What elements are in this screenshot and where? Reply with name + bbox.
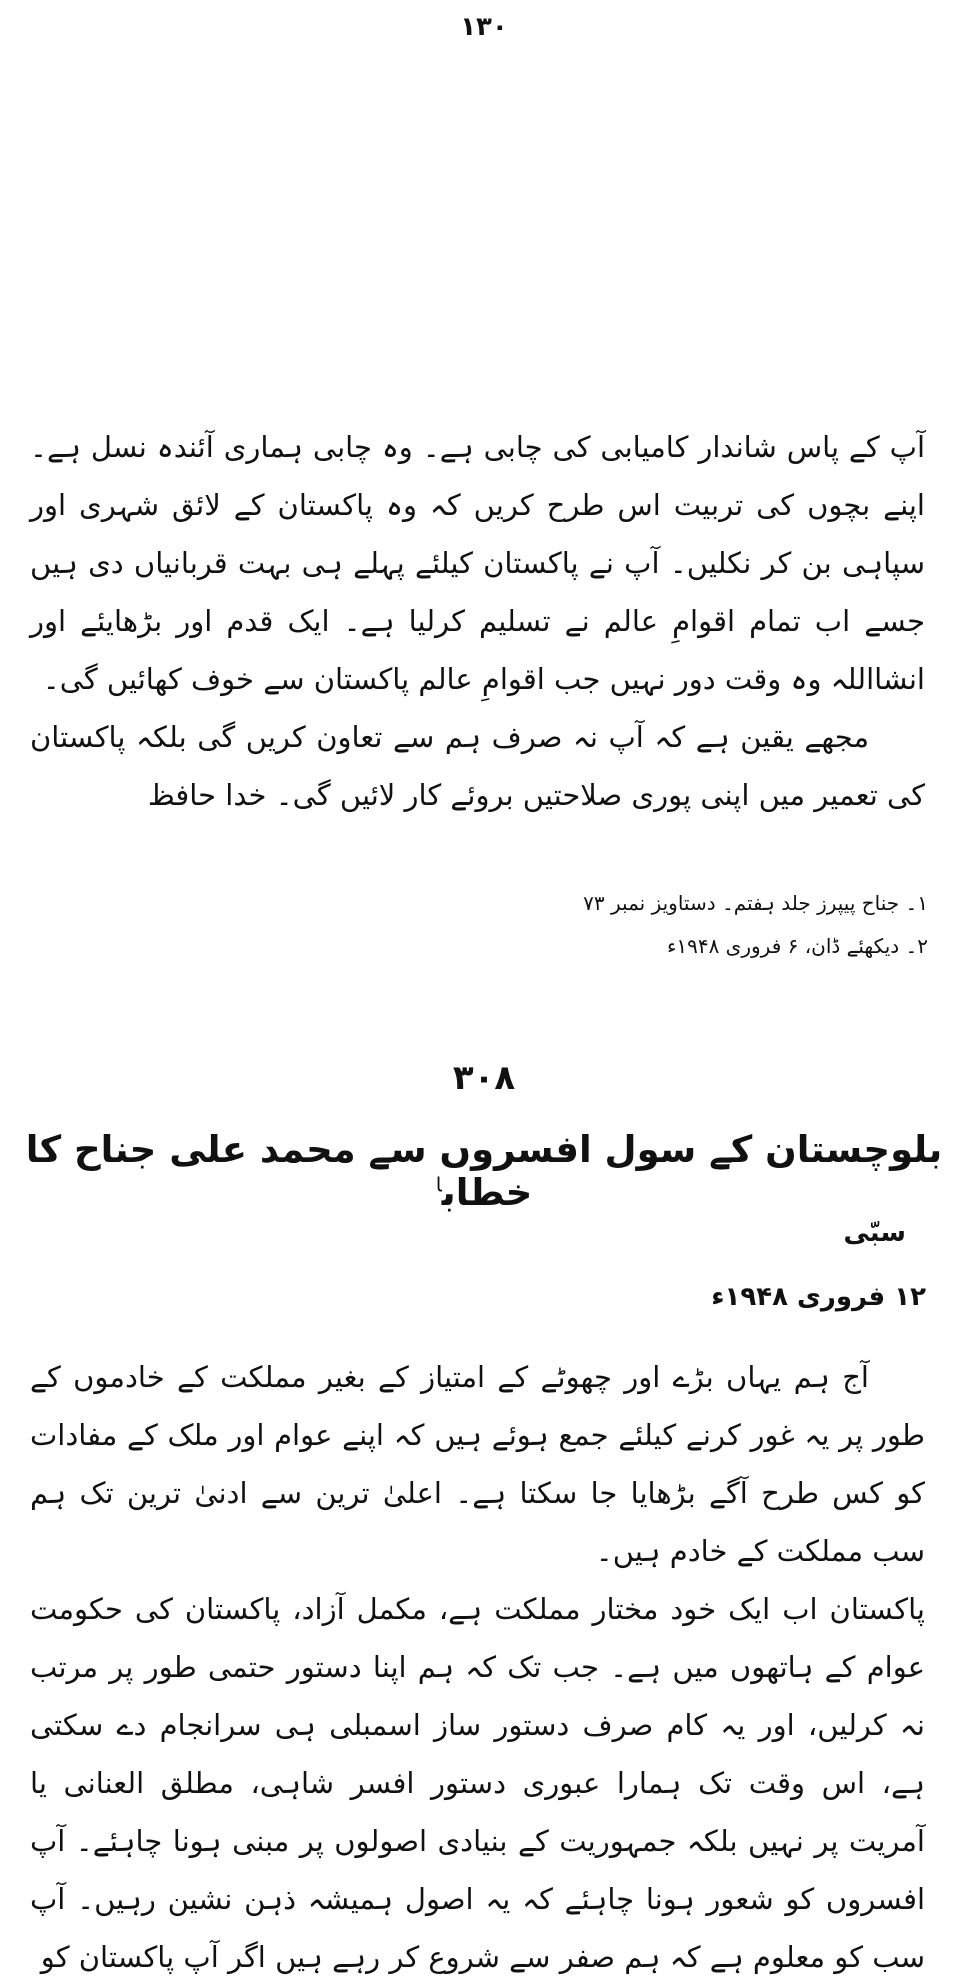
footnote: ۲۔ دیکھئے ڈان، ۶ فروری ۱۹۴۸ء bbox=[666, 934, 928, 958]
section-number: ۳۰۸ bbox=[452, 1058, 516, 1098]
paragraph: آج ہم یہاں بڑے اور چھوٹے کے امتیاز کے بغیر مملکت کے خادموں کے طور پر یہ غور کرنے کیلئے جمع ہوئے ہیں کہ اپنے عوام اور ملک کے مفادات کو کس طرح آگے بڑھایا جا سکتا ہے۔ اعلیٰ ترین سے ادنیٰ ترین تک ہم سب مملکت کے خادم ہیں۔ bbox=[30, 1360, 925, 1568]
page-number: ۱۳۰ bbox=[460, 12, 508, 42]
footnotes bbox=[48, 882, 928, 968]
paragraph: مجھے یقین ہے کہ آپ نہ صرف ہم سے تعاون کریں گی بلکہ پاکستان کی تعمیر میں اپنی پوری صلاحتیں بروئے کار لائیں گی۔ خدا حافظ bbox=[30, 720, 925, 812]
section-title bbox=[0, 1128, 968, 1214]
location-byline: سبّی bbox=[843, 1218, 906, 1248]
footnote-marker: ا bbox=[435, 1172, 442, 1197]
section-title-text: بلوچستان کے سول افسروں سے محمد علی جناح کا خطاب bbox=[25, 1128, 943, 1214]
speech-body bbox=[30, 1348, 925, 1986]
speech-date: ۱۲ فروری ۱۹۴۸ء bbox=[711, 1282, 926, 1312]
paragraph: پاکستان اب ایک خود مختار مملکت ہے، مکمل آزاد، پاکستان کی حکومت عوام کے ہاتھوں میں ہے۔ جب تک کہ ہم اپنا دستور حتمی طور پر مرتب نہ کرلیں، اور یہ کام صرف دستور ساز اسمبلی ہی سرانجام دے سکتی ہے، اس وقت تک ہمارا عبوری دستور افسر شاہی، مطلق العنانی یا آمریت پر نہیں بلکہ جمہوریت کے بنیادی اصولوں پر مبنی ہونا چاہئے۔ آپ افسروں کو شعور ہونا چاہئے کہ یہ اصول ہمیشہ ذہن نشین رہیں۔ آپ سب کو معلوم ہے کہ ہم صفر سے شروع کر رہے ہیں اگر آپ پاکستان کو bbox=[30, 1592, 925, 1974]
footnote: ۱۔ جناح پیپرز جلد ہفتم۔ دستاویز نمبر ۷۳ bbox=[583, 891, 928, 915]
paragraph: آپ کے پاس شاندار کامیابی کی چابی ہے۔ وہ چابی ہماری آئندہ نسل ہے۔ اپنے بچوں کی تربیت اس طرح کریں کہ وہ پاکستان کے لائق شہری اور سپاہی بن کر نکلیں۔ آپ نے پاکستان کیلئے پہلے ہی بہت قربانیاں دی ہیں جسے اب تمام اقوامِ عالم نے تسلیم کرلیا ہے۔ ایک قدم اور بڑھایئے اور انشااللہ وہ وقت دور نہیں جب اقوامِ عالم پاکستان سے خوف کھائیں گی۔ bbox=[30, 430, 925, 696]
speech-continuation bbox=[30, 418, 925, 824]
